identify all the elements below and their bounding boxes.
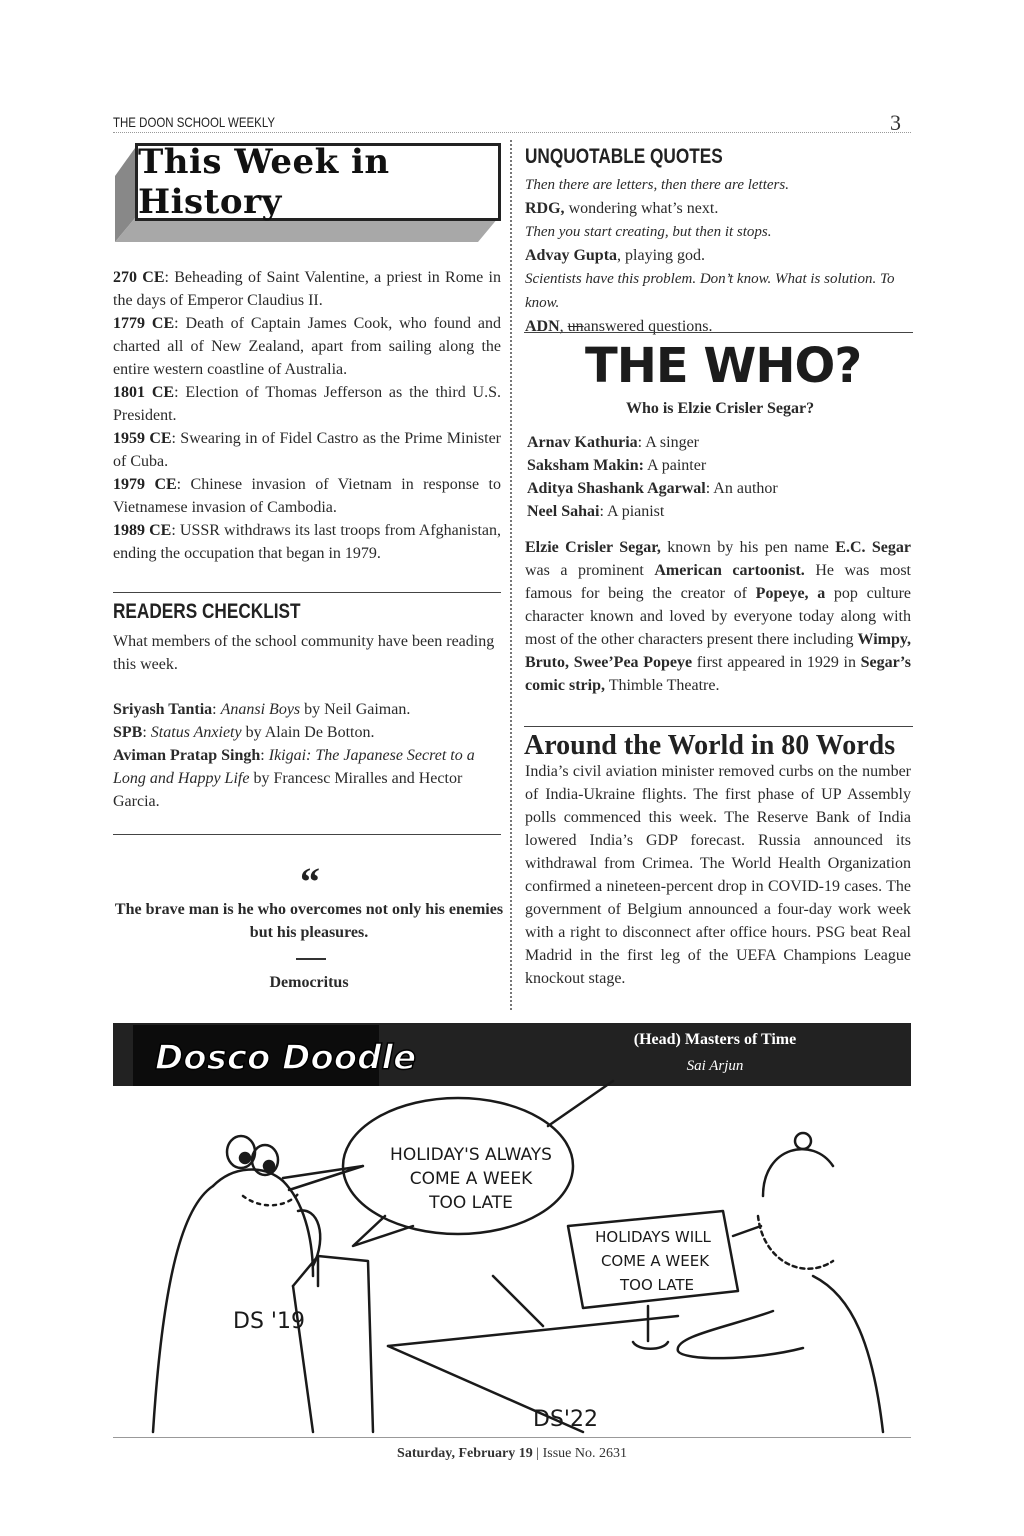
- section-rule: [524, 726, 913, 727]
- history-event: 270 CE: Beheading of Saint Valentine, a priest in Rome in the days of Emperor Claudius II.: [113, 269, 501, 309]
- checklist-entry: SPB: Status Anxiety by Alain De Botton.: [113, 724, 375, 741]
- quote-dash: [296, 958, 326, 960]
- the-who-title: THE WHO?: [585, 338, 862, 394]
- paper-name: THE DOON SCHOOL WEEKLY: [113, 114, 276, 130]
- the-who-question: Who is Elzie Crisler Segar?: [625, 400, 815, 417]
- checklist-entry: Aviman Pratap Singh: Ikigai: The Japanese Secret to a Long and Happy Life by Francesc Miralles and Hector Garcia.: [113, 747, 475, 810]
- section-rule: [113, 592, 501, 593]
- checklist-intro: What members of the school community have been reading this week.: [113, 633, 495, 673]
- footer: Saturday, February 19 | Issue No. 2631: [397, 1446, 627, 1461]
- quote-line: Scientists have this problem. Don’t know. What is solution. To know.: [525, 271, 895, 311]
- header-rule: [113, 132, 911, 133]
- label-ds19: DS '19: [233, 1309, 305, 1334]
- answer-item: Arnav Kathuria: A singer: [527, 434, 700, 451]
- comic-author: Sai Arjun: [686, 1058, 744, 1074]
- history-event: 1801 CE: Election of Thomas Jefferson as the third U.S. President.: [113, 384, 501, 424]
- page-number: 3: [890, 110, 901, 135]
- answer-item: Aditya Shashank Agarwal: An author: [527, 480, 778, 497]
- quote-mark: “: [300, 859, 320, 904]
- bubble-line: TOO LATE: [429, 1193, 513, 1213]
- unquotable-heading: UNQUOTABLE QUOTES: [525, 145, 723, 168]
- label-ds22: DS'22: [533, 1407, 598, 1432]
- around-world-body: India’s civil aviation minister removed curbs on the number of India-Ukraine flights. The first phase of UP Assembly polls commenced this week. The Reserve Bank of India lowered India’s GDP forecast. Russia announced its withdrawal from Crimea. The World Health Organization confirmed a nineteen-percent drop in COVID-19 cases. The government of Belgium announced a four-day work week with a right to disconnect after office hours. PSG beat Real Madrid in the first leg of the UEFA Champions League knockout stage.: [525, 763, 911, 987]
- sign-line: COME A WEEK: [600, 1252, 710, 1270]
- footer-rule: [113, 1437, 911, 1438]
- around-world-title: Around the World in 80 Words: [524, 730, 896, 761]
- checklist: [113, 698, 501, 813]
- history-list: [113, 266, 501, 565]
- section-rule: [524, 332, 913, 333]
- history-event: 1979 CE: Chinese invasion of Vietnam in response to Vietnamese invasion of Cambodia.: [113, 476, 501, 516]
- logo-lettering: Dosco Doodle: [155, 1038, 417, 1078]
- quote-line: Then there are letters, then there are letters.: [525, 177, 789, 193]
- history-title: This Week in History: [138, 142, 390, 222]
- readers-checklist-heading: READERS CHECKLIST: [113, 600, 301, 623]
- answer-item: Saksham Makin: A painter: [527, 457, 707, 474]
- column-divider: [510, 140, 512, 1010]
- section-rule: [113, 834, 501, 835]
- sign-line: TOO LATE: [620, 1276, 694, 1294]
- history-event: 1989 CE: USSR withdraws its last troops from Afghanistan, ending the occupation that began in 1979.: [113, 522, 501, 562]
- quote-line: Then you start creating, but then it stops.: [525, 224, 772, 240]
- quote-attribution: Advay Gupta, playing god.: [525, 247, 706, 264]
- comic-title: (Head) Masters of Time: [633, 1031, 797, 1048]
- the-who-answers: [527, 431, 915, 523]
- history-banner: [135, 143, 501, 221]
- dosco-doodle-logo: [133, 1025, 417, 1086]
- quote-attribution: ADN, unanswered questions.: [525, 318, 713, 335]
- bubble-line: COME A WEEK: [409, 1169, 533, 1189]
- sign-line: HOLIDAYS WILL: [595, 1228, 711, 1246]
- the-who-bio: Elzie Crisler Segar, known by his pen name E.C. Segar was a prominent American cartoonist. He was most famous for being the creator of Popeye, a pop culture character known and loved by everyone today along with most of the other characters present there including Wimpy, Bruto, Swee’Pea Popeye first appeared in 1929 in Segar’s comic strip, Thimble Theatre.: [525, 539, 912, 694]
- bubble-line: HOLIDAY'S ALWAYS: [390, 1145, 552, 1165]
- answer-item: Neel Sahai: A pianist: [527, 503, 665, 520]
- history-event: 1779 CE: Death of Captain James Cook, who found and charted all of New Zealand, apart from sailing along the entire western coastline of Australia.: [113, 315, 502, 378]
- history-event: 1959 CE: Swearing in of Fidel Castro as the Prime Minister of Cuba.: [113, 430, 501, 470]
- quote-text: The brave man is he who overcomes not only his enemies but his pleasures.: [114, 901, 504, 941]
- quote-author: Democritus: [269, 974, 349, 991]
- unquotable-list: [525, 173, 915, 338]
- quote-attribution: RDG, wondering what’s next.: [525, 200, 719, 217]
- checklist-entry: Sriyash Tantia: Anansi Boys by Neil Gaiman.: [113, 701, 411, 718]
- comic-illustration: [113, 1086, 911, 1432]
